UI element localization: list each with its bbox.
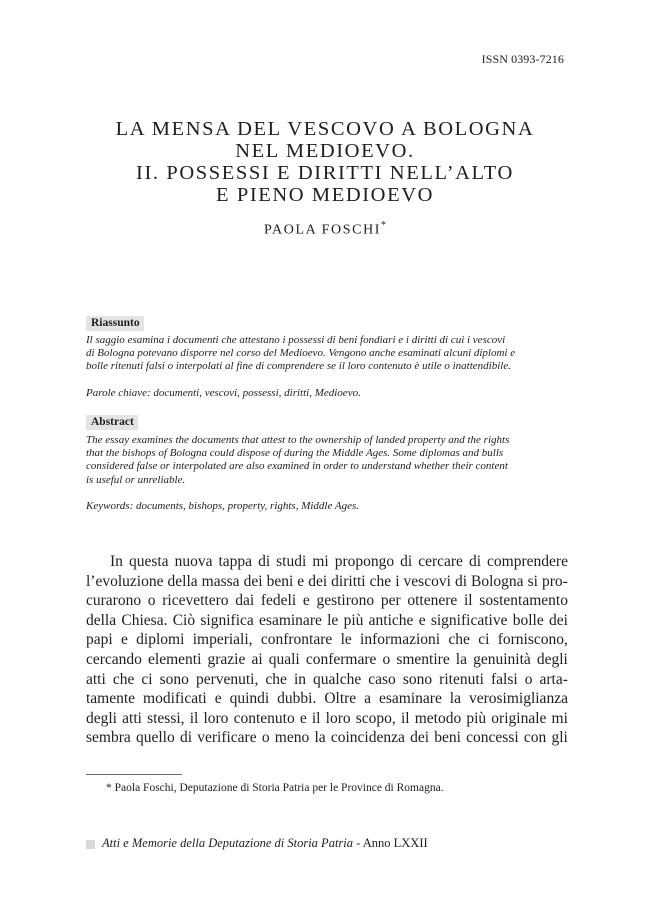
body-word: di	[179, 729, 193, 747]
body-word: di	[258, 553, 271, 570]
body-word: sono	[402, 670, 433, 688]
body-word: e	[418, 611, 426, 629]
body-word: falsi	[490, 670, 518, 688]
body-word: massa	[201, 572, 240, 590]
body-word: e	[299, 709, 307, 727]
footer-square-icon	[86, 840, 95, 849]
article-title	[60, 118, 590, 206]
abstract-heading: Abstract	[86, 415, 138, 430]
riassunto-line: Il saggio esamina i documenti che attestano i possessi di beni fondiari e i diritti di cui i vescovi	[86, 334, 506, 346]
body-word: si	[527, 572, 538, 590]
body-word: arta-	[539, 670, 568, 688]
abstract-text	[86, 434, 568, 487]
journal-issue: - Anno LXXII	[353, 836, 428, 850]
body-word: studi	[276, 553, 307, 570]
footnote: * Paola Foschi, Deputazione di Storia Patria per le Province di Romagna.	[106, 782, 444, 794]
body-word: bolle	[512, 611, 544, 629]
body-word: sostentamento	[479, 592, 568, 610]
body-word: comprendere	[487, 553, 568, 570]
body-word: beni	[266, 572, 294, 590]
body-word: In	[110, 553, 123, 570]
body-word: con	[523, 729, 547, 747]
body-word: scopo,	[355, 709, 396, 727]
body-word: fedeli	[260, 592, 297, 610]
body-word: concessi	[466, 729, 519, 747]
body-line	[86, 670, 568, 690]
body-paragraph	[86, 552, 568, 748]
body-word: l’evoluzione	[86, 572, 164, 590]
body-word: la	[314, 729, 326, 747]
body-word: dei	[308, 572, 328, 590]
body-word: o	[524, 670, 533, 688]
body-line	[86, 630, 568, 650]
body-word: degli	[86, 709, 117, 727]
body-word: che	[369, 572, 392, 590]
body-word: il	[463, 592, 473, 610]
abstract-line: considered false or interpolated are also examined in order to understand whether their content	[86, 460, 508, 473]
body-word: più	[466, 709, 487, 727]
body-word: degli	[536, 650, 568, 668]
author-name-text: PAOLA FOSCHI	[263, 222, 382, 238]
body-word: vescovi	[403, 572, 451, 590]
body-word: di	[468, 553, 482, 570]
abstract-line: that the bishops of Bologna could dispose of during the Middle Ages. Some diplomas and bulls	[86, 447, 504, 460]
body-word: le	[340, 631, 352, 649]
footnote-divider	[86, 774, 182, 775]
body-word: di	[454, 572, 467, 590]
body-word: esaminare	[259, 611, 322, 629]
body-word: nuova	[174, 553, 213, 570]
body-word: ottenere	[407, 592, 458, 610]
body-word: tappa	[218, 553, 253, 570]
body-word: tamente	[86, 690, 136, 708]
body-word: o	[147, 592, 156, 610]
body-word: ritenuti	[439, 670, 484, 688]
title-line: NEL MEDIOEVO.	[235, 140, 415, 162]
body-word: forniscono,	[497, 631, 568, 649]
body-word: della	[86, 611, 117, 629]
body-word: cercando	[86, 650, 142, 668]
body-word: sono	[159, 670, 189, 688]
body-word: loro	[203, 709, 229, 727]
body-word: il	[189, 709, 199, 727]
body-word: quindi	[229, 690, 270, 708]
riassunto-line: bolle ritenuti falsi o interpolati al fine di comprendere se il loro contenuto è utile o inattendibile.	[86, 360, 511, 373]
body-word: più	[343, 611, 364, 629]
body-word: genuinità	[473, 650, 531, 668]
body-word: la	[449, 690, 461, 708]
body-word: significative	[430, 611, 508, 629]
body-word: esaminare	[379, 690, 442, 708]
issn-label: ISSN 0393-7216	[481, 52, 564, 66]
body-word: e	[302, 592, 310, 610]
abstract-line: is useful or unreliable.	[86, 473, 186, 486]
body-word: meno	[274, 729, 310, 747]
riassunto-keywords: Parole chiave: documenti, vescovi, possessi, diritti, Medioevo.	[86, 387, 361, 399]
body-word: che	[265, 670, 287, 688]
body-word: ricevettero	[162, 592, 229, 610]
body-word: Oltre	[324, 690, 357, 708]
body-word: ai	[251, 650, 263, 668]
riassunto-line: di Bologna potevano disporre nel corso del Medioevo. Vengono anche esaminati alcuni diplomi e	[86, 347, 516, 360]
body-word: imperiali,	[192, 631, 253, 649]
body-word: informazioni	[360, 631, 441, 649]
body-word: a	[364, 690, 372, 708]
body-word: pervenuti,	[195, 670, 259, 688]
body-word: Chiesa.	[121, 611, 168, 629]
body-word: cercare	[418, 553, 463, 570]
body-word: o	[382, 650, 391, 668]
body-line	[86, 728, 568, 748]
body-word: coincidenza	[330, 729, 405, 747]
body-word: smentire	[396, 650, 450, 668]
journal-name: Atti e Memorie della Deputazione di Storia Patria	[102, 836, 354, 850]
body-line	[86, 591, 568, 611]
body-word: i	[395, 572, 400, 590]
body-word: beni	[434, 729, 461, 747]
body-word: ci	[141, 670, 153, 688]
abstract-line: The essay examines the documents that attest to the ownership of landed property and the rights	[86, 434, 510, 446]
body-line	[86, 611, 568, 631]
journal-footer	[102, 836, 428, 851]
riassunto-heading: Riassunto	[86, 316, 144, 331]
body-word: o	[261, 729, 270, 747]
body-word: stessi,	[147, 709, 185, 727]
author-name	[60, 220, 590, 239]
body-word: papi	[86, 631, 113, 649]
body-word: dei	[549, 611, 568, 629]
body-word: verosimiglianza	[468, 690, 568, 708]
body-word: di	[400, 553, 413, 570]
body-word: Ciò	[172, 611, 196, 629]
body-word: metodo	[414, 709, 462, 727]
body-word: antiche	[368, 611, 414, 629]
body-word: per	[380, 592, 401, 610]
body-word: quello	[135, 729, 175, 747]
body-line	[86, 572, 568, 592]
body-word: diritti	[331, 572, 366, 590]
body-word: gli	[551, 729, 568, 747]
body-word: diplomi	[136, 631, 185, 649]
body-word: e	[297, 572, 305, 590]
body-word: che	[112, 670, 135, 688]
body-word: ci	[478, 631, 490, 649]
body-word: quali	[268, 650, 300, 668]
body-word: mi	[312, 553, 329, 570]
body-word: contenuto	[233, 709, 295, 727]
title-line: LA MENSA DEL VESCOVO A BOLOGNA	[115, 118, 535, 140]
body-line	[86, 650, 568, 670]
body-word: mi	[551, 709, 568, 727]
riassunto-text	[86, 334, 568, 374]
body-word: confrontare	[260, 631, 333, 649]
body-word: verificare	[197, 729, 257, 747]
body-word: e	[214, 690, 222, 708]
body-word: dei	[410, 729, 430, 747]
title-line: II. POSSESSI E DIRITTI NELL’ALTO	[136, 162, 514, 184]
body-word: Bologna	[471, 572, 524, 590]
body-word: atti	[86, 670, 106, 688]
body-word: elementi	[148, 650, 202, 668]
body-word: dei	[243, 572, 263, 590]
body-word: della	[167, 572, 198, 590]
body-line	[86, 552, 568, 572]
body-word: dai	[235, 592, 255, 610]
body-line	[86, 689, 568, 709]
body-line	[86, 709, 568, 729]
body-word: dubbi.	[277, 690, 317, 708]
body-word: questa	[128, 553, 169, 570]
body-word: che	[448, 631, 470, 649]
body-word: atti	[122, 709, 142, 727]
body-word: caso	[368, 670, 396, 688]
body-word: sembra	[86, 729, 131, 747]
title-line: E PIENO MEDIOEVO	[215, 184, 435, 206]
body-word: le	[327, 611, 339, 629]
abstract-keywords: Keywords: documents, bishops, property, rights, Middle Ages.	[86, 500, 360, 512]
body-word: pro-	[541, 572, 568, 590]
body-word: e	[120, 631, 128, 649]
footnote-marker: *	[381, 220, 387, 231]
body-word: curarono	[86, 592, 142, 610]
body-word: modificati	[143, 690, 207, 708]
body-word: qualche	[313, 670, 362, 688]
body-word: il	[311, 709, 321, 727]
body-word: confermare	[305, 650, 377, 668]
body-word: il	[400, 709, 410, 727]
body-word: originale	[491, 709, 547, 727]
body-word: la	[455, 650, 467, 668]
body-word: grazie	[207, 650, 246, 668]
body-word: gestirono	[316, 592, 375, 610]
body-word: significa	[200, 611, 254, 629]
body-word: loro	[325, 709, 351, 727]
body-word: in	[293, 670, 306, 688]
body-word: propongo	[334, 553, 395, 570]
